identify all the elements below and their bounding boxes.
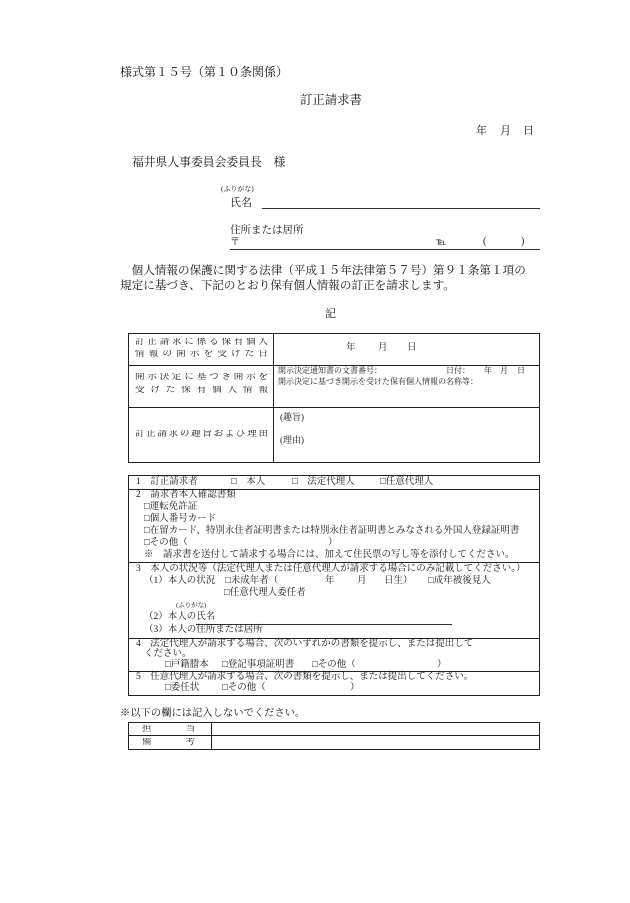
- id-drivers-license-checkbox: □運転免許証: [144, 502, 198, 512]
- disclosed-date-day: 日: [407, 343, 417, 353]
- disclosed-date-month: 月: [378, 343, 388, 353]
- principal-address-label: （3）本人の住所または居所: [144, 625, 263, 635]
- disclosed-date-label-line-1: 訂正請求に係る保有個人: [135, 338, 268, 347]
- disclosure-date-year: 年: [484, 366, 492, 375]
- id-my-number-card-checkbox: □個人番号カード: [144, 514, 217, 524]
- principal-name-label: （2）本人の氏名: [144, 612, 216, 622]
- doc-number-label: 開示決定通知書の文書番号：: [278, 366, 382, 375]
- principal-status-label: （1）本人の状況: [144, 576, 216, 586]
- reason-label: 訂正請求の趣旨および理由: [135, 430, 268, 439]
- reason-detail-label: (理由): [280, 435, 304, 445]
- disclosed-date-label-line-2: 情報の開示を受けた日: [135, 350, 268, 359]
- details-table-row-divider: [128, 562, 539, 563]
- adult-ward-checkbox: □成年被後見人: [428, 576, 491, 586]
- id-note: ※ 請求書を送付して請求する場合には、加えて住民票の写し等を添付してください。: [144, 550, 515, 560]
- id-other-checkbox: □その他（: [144, 538, 188, 548]
- requester-self-checkbox: □ 本人: [231, 477, 266, 487]
- registry-certificate-checkbox: □登記事項証明書: [222, 659, 295, 670]
- section-4-title-line-1: 4 法定代理人が請求する場合、次のいずれかの書類を提示し、または提出して: [136, 639, 474, 649]
- disclosure-table-row-divider: [128, 407, 539, 408]
- postal-mark: 〒: [230, 237, 240, 248]
- principal-furigana-label: (ふりがな): [176, 602, 207, 609]
- applicant-address-label: 住所または居所: [230, 225, 304, 236]
- office-use-note: ※以下の欄には記入しないでください。: [120, 708, 306, 719]
- form-number: 様式第１５号（第１０条関係）: [120, 65, 289, 79]
- ki-heading: 記: [325, 308, 336, 320]
- form-title: 訂正請求書: [300, 93, 362, 107]
- applicant-name-label: 氏名: [230, 197, 252, 209]
- office-use-column-divider: [211, 722, 212, 749]
- voluntary-agent-other-paren-close: ）: [350, 683, 360, 693]
- tel-paren-open: (: [483, 236, 487, 247]
- applicant-furigana-label: (ふりがな): [221, 185, 254, 193]
- requester-legal-agent-checkbox: □ 法定代理人: [292, 477, 355, 487]
- disclosure-date-month: 月: [500, 366, 508, 375]
- disclosed-info-label-line-2: 受けた保有個人情報: [135, 386, 268, 395]
- section-1-title: 1 訂正請求者: [136, 477, 198, 487]
- disclosure-date-day: 日: [517, 366, 525, 375]
- principal-checkbox: □任意代理人委任者: [224, 588, 306, 598]
- section-3-title: 3 本人の状況等（法定代理人または任意代理人が請求する場合にのみ記載してください。）: [136, 564, 526, 574]
- tel-mark: ℡: [436, 237, 447, 248]
- office-use-remarks-label: 備考: [142, 738, 195, 747]
- birth-month: 月: [357, 576, 367, 586]
- disclosure-date-label: 日付：: [446, 366, 470, 375]
- disclosure-table-column-divider: [273, 333, 274, 462]
- section-4-title-line-2: ください。: [144, 649, 192, 659]
- id-other-paren-close: ）: [328, 538, 338, 548]
- disclosed-date-year: 年: [346, 343, 356, 353]
- id-residence-card-checkbox: □在留カード、特別永住者証明書または特別永住者証明書とみなされる外国人登録証明書: [144, 526, 520, 536]
- office-use-staff-label: 担当: [142, 724, 195, 734]
- applicant-name-line: [262, 208, 540, 209]
- minor-checkbox: □未成年者（: [225, 576, 279, 586]
- section-2-title: 2 請求者本人確認書類: [136, 490, 236, 500]
- date-year: 年: [476, 125, 487, 137]
- info-name-label: 開示決定に基づき開示を受けた保有個人情報の名称等：: [278, 377, 478, 386]
- family-register-checkbox: □戸籍謄本: [165, 659, 209, 670]
- legal-agent-other-paren-close: ）: [437, 659, 447, 670]
- section-5-title: 5 任意代理人が請求する場合、次の書類を提示し、または提出してください。: [136, 672, 474, 682]
- legal-agent-other-checkbox: □その他（: [312, 659, 356, 670]
- date-day: 日: [523, 125, 534, 137]
- voluntary-agent-other-checkbox: □その他（: [222, 683, 266, 693]
- statement-line-2: 規定に基づき、下記のとおり保有個人情報の訂正を請求します。: [120, 279, 455, 292]
- date-month: 月: [500, 125, 511, 137]
- purpose-label: (趣旨): [280, 412, 304, 422]
- power-of-attorney-checkbox: □委任状: [165, 683, 200, 693]
- requester-voluntary-agent-checkbox: □任意代理人: [380, 477, 434, 487]
- disclosed-info-label-line-1: 開示決定に基づき開示を: [135, 373, 268, 382]
- tel-paren-close: ): [521, 236, 525, 247]
- birth-day: 日生）: [384, 576, 413, 586]
- statement-line-1: 個人情報の保護に関する法律（平成１５年法律第５７号）第９１条第１項の: [131, 264, 526, 277]
- addressee: 福井県人事委員会委員長 様: [132, 155, 286, 169]
- birth-year: 年: [325, 576, 335, 586]
- applicant-address-line: [230, 249, 540, 250]
